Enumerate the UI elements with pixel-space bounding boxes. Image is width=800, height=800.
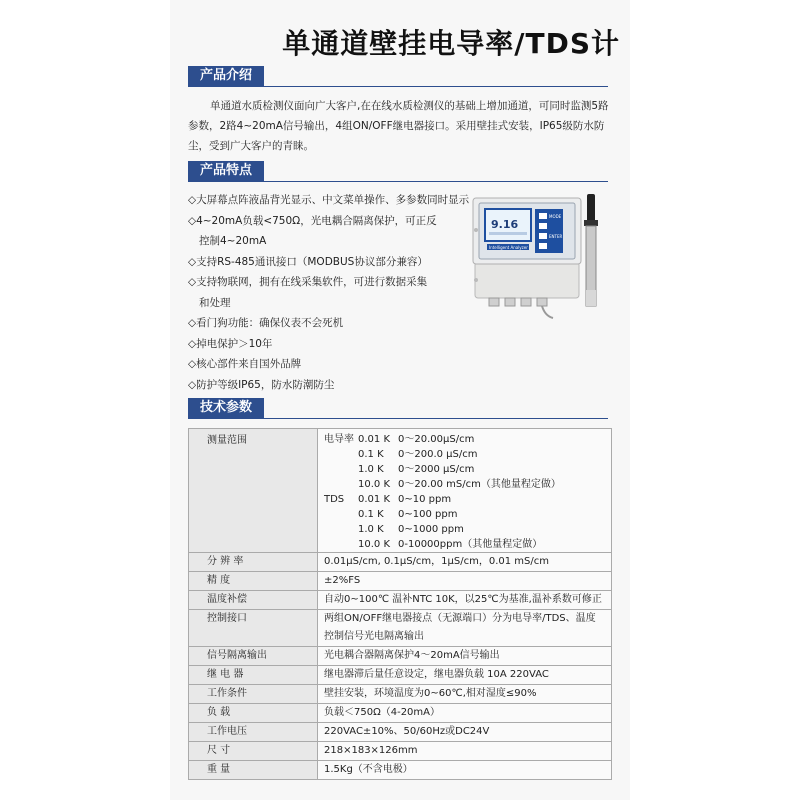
- section-header-intro: 产品介绍: [188, 66, 264, 86]
- page-title: 单通道壁挂电导率/TDS计: [282, 27, 620, 60]
- spec-key: 工作电压: [189, 723, 318, 742]
- cable: [542, 306, 553, 318]
- range-table: [324, 432, 561, 552]
- cable-gland: [505, 298, 515, 306]
- intro-text: 单通道水质检测仪面向广大客户,在在线水质检测仪的基础上增加通道，可同时监测5路参数，2路4~20mA信号输出，4组ON/OFF继电器接口。采用壁挂式安装，IP65级防水防尘，受到广大客户的青睐。: [188, 100, 609, 152]
- range-param: [324, 537, 358, 552]
- spec-value: 1.5Kg（不含电极）: [318, 761, 612, 780]
- feature-item: ◇看门狗功能：确保仪表不会死机: [188, 317, 344, 329]
- table-row: [189, 429, 612, 553]
- feature-item: ◇支持RS-485通讯接口（MODBUS协议部分兼容）: [188, 255, 428, 268]
- range-span: 0～20.00 mS/cm（其他量程定做）: [398, 479, 561, 490]
- feature-item-continued: 控制4~20mA: [199, 235, 267, 247]
- hinge: [474, 228, 478, 232]
- spec-key: 分 辨 率: [189, 553, 318, 572]
- key-right: [539, 243, 547, 249]
- range-k: 0.01 K: [358, 494, 391, 505]
- key-up: [539, 213, 547, 219]
- spec-value: 自动0~100℃ 温补NTC 10K，以25℃为基准,温补系数可修正: [318, 591, 612, 610]
- spec-key: 负 载: [189, 704, 318, 723]
- range-k: 0.1 K: [358, 509, 384, 520]
- brand-label: Intelligent Analyzer: [489, 245, 528, 250]
- range-row: [324, 477, 561, 492]
- section-header-features: 产品特点: [188, 161, 264, 181]
- section-divider: [188, 181, 608, 182]
- electrode-head: [587, 194, 595, 222]
- spec-value: 0.01μS/cm, 0.1μS/cm，1μS/cm，0.01 mS/cm: [318, 553, 612, 572]
- range-param: [324, 477, 358, 492]
- table-row: [189, 572, 612, 591]
- feature-item: ◇大屏幕点阵液晶背光显示、中文菜单操作、多参数同时显示: [188, 194, 470, 206]
- key-enter-label: ENTER: [549, 234, 563, 239]
- range-param: [324, 507, 358, 522]
- range-k: 0.01 K: [358, 434, 391, 445]
- range-row: [324, 492, 561, 507]
- spec-value: 负载＜750Ω（4-20mA）: [318, 704, 612, 723]
- table-row: [189, 591, 612, 610]
- section-divider: [188, 86, 608, 87]
- spec-value: 壁挂安装，环境温度为0~60℃,相对湿度≤90%: [318, 685, 612, 704]
- electrode-tip: [586, 290, 596, 306]
- spec-key: 精 度: [189, 572, 318, 591]
- table-row: [189, 704, 612, 723]
- table-row: [189, 666, 612, 685]
- range-row: [324, 507, 561, 522]
- section-divider: [188, 418, 608, 419]
- lcd-reading: 9.16: [491, 218, 519, 231]
- range-k: 0.1 K: [358, 449, 384, 460]
- spec-value-range: [318, 429, 612, 553]
- table-row: [189, 610, 612, 647]
- spec-key: 测量范围: [189, 429, 318, 553]
- range-param: [324, 462, 358, 477]
- table-row: [189, 553, 612, 572]
- range-row: [324, 522, 561, 537]
- cable-gland: [521, 298, 531, 306]
- spec-key: 工作条件: [189, 685, 318, 704]
- key-down: [539, 223, 547, 229]
- hinge: [474, 278, 478, 282]
- feature-list: [188, 190, 470, 395]
- spec-value: ±2%FS: [318, 572, 612, 591]
- range-param: [324, 522, 358, 537]
- range-span: 0~10 ppm: [398, 494, 452, 505]
- range-span: 0-10000ppm（其他量程定做）: [398, 539, 543, 550]
- range-span: 0～20.00μS/cm: [398, 434, 475, 445]
- spec-key: 信号隔离输出: [189, 647, 318, 666]
- range-span: 0～2000 μS/cm: [398, 464, 475, 475]
- spec-table: [188, 428, 612, 780]
- feature-item: ◇核心部件来自国外品牌: [188, 358, 302, 370]
- range-row: [324, 447, 561, 462]
- feature-item: ◇4~20mA负载<750Ω，光电耦合隔离保护，可正反: [188, 214, 437, 227]
- range-param: TDS: [324, 494, 345, 505]
- spec-value: 继电器滞后量任意设定，继电器负载 10A 220VAC: [318, 666, 612, 685]
- feature-item: ◇掉电保护＞10年: [188, 337, 273, 350]
- range-span: 0~1000 ppm: [398, 524, 464, 535]
- range-row: [324, 537, 561, 552]
- intro-paragraph: [188, 96, 610, 156]
- spec-key: 重 量: [189, 761, 318, 780]
- feature-item: ◇防护等级IP65，防水防潮防尘: [188, 378, 335, 391]
- range-k: 10.0 K: [358, 479, 391, 490]
- key-mode-label: MODE: [549, 214, 562, 219]
- housing-bottom: [475, 262, 579, 298]
- range-k: 1.0 K: [358, 524, 384, 535]
- spec-value: 218×183×126mm: [318, 742, 612, 761]
- range-span: 0～200.0 μS/cm: [398, 449, 478, 460]
- spec-key: 控制接口: [189, 610, 318, 647]
- range-param: 电导率: [324, 434, 354, 445]
- cable-gland: [537, 298, 547, 306]
- range-row: [324, 462, 561, 477]
- range-k: 1.0 K: [358, 464, 384, 475]
- section-header-specs: 技术参数: [188, 398, 264, 418]
- lcd-bar: [489, 232, 527, 235]
- range-span: 0~100 ppm: [398, 509, 458, 520]
- range-row: [324, 432, 561, 447]
- spec-key: 温度补偿: [189, 591, 318, 610]
- table-row: [189, 723, 612, 742]
- range-k: 10.0 K: [358, 539, 391, 550]
- table-row: [189, 761, 612, 780]
- table-row: [189, 647, 612, 666]
- cable-gland: [489, 298, 499, 306]
- range-param: [324, 447, 358, 462]
- table-row: [189, 742, 612, 761]
- spec-value: 两组ON/OFF继电器接点（无源端口）分为电导率/TDS、温度控制信号光电隔离输出: [318, 610, 612, 647]
- spec-key: 继 电 器: [189, 666, 318, 685]
- feature-item-continued: 和处理: [199, 296, 231, 309]
- table-row: [189, 685, 612, 704]
- spec-value: 220VAC±10%、50/60Hz或DC24V: [318, 723, 612, 742]
- feature-item: ◇支持物联网，拥有在线采集软件，可进行数据采集: [188, 276, 428, 288]
- spec-value: 光电耦合器隔离保护4～20mA信号输出: [318, 647, 612, 666]
- spec-key: 尺 寸: [189, 742, 318, 761]
- product-image: [465, 190, 615, 325]
- electrode-cap: [584, 220, 598, 226]
- key-left: [539, 233, 547, 239]
